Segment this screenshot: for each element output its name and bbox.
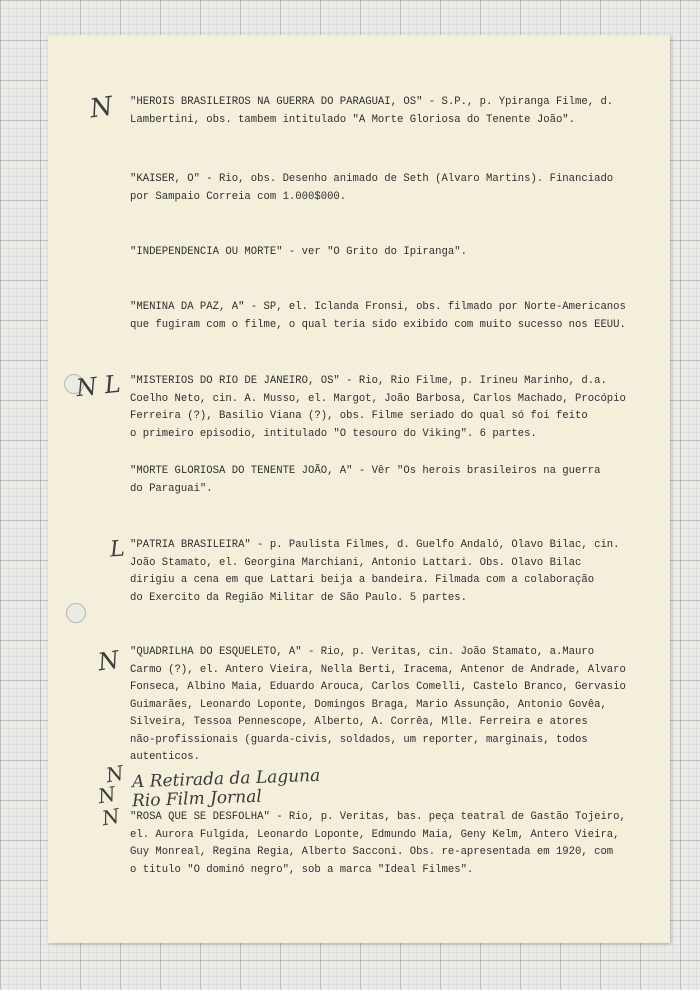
entry-line: el. Aurora Fulgida, Leonardo Loponte, Edmundo Maia, Geny Kelm, Antero Vieira, <box>130 828 620 841</box>
entry-line: do Paraguai". <box>130 482 213 495</box>
entry-line: "ROSA QUE SE DESFOLHA" - Rio, p. Veritas, bas. peça teatral de Gastão Tojeiro, <box>130 811 626 823</box>
entry-menina-da-paz <box>130 299 660 334</box>
entry-morte-gloriosa <box>130 463 660 498</box>
entry-line: Carmo (?), el. Antero Vieira, Nella Berti, Iracema, Antenor de Andrade, Alvaro <box>130 663 626 676</box>
entry-line: autenticos. <box>130 751 200 763</box>
margin-mark-n-stack-1: N <box>104 760 126 788</box>
entry-line: por Sampaio Correia com 1.000$000. <box>130 190 347 203</box>
document-page <box>48 35 670 943</box>
binder-hole-bottom <box>66 603 86 623</box>
margin-mark-n-stack-2: N <box>96 781 118 809</box>
margin-mark-l: L <box>109 536 126 563</box>
entry-rosa-que-se-desfolha <box>130 809 660 879</box>
entry-line: o titulo "O dominó negro", sob a marca "Ideal Filmes". <box>130 863 474 876</box>
entry-line: Coelho Neto, cin. A. Musso, el. Margot, João Barbosa, Carlos Machado, Procópio <box>130 392 626 405</box>
entry-quadrilha-do-esqueleto <box>130 644 660 767</box>
entry-line: "MENINA DA PAZ, A" - SP, el. Iclanda Fronsi, obs. filmado por Norte-Americanos <box>130 301 626 313</box>
entry-line: "MORTE GLORIOSA DO TENENTE JOÃO, A" - Vêr "Os herois brasileiros na guerra <box>130 465 601 477</box>
entry-line: "KAISER, O" - Rio, obs. Desenho animado de Seth (Alvaro Martins). Financiado <box>130 173 614 185</box>
entry-line: dirigiu a cena em que Lattari beija a bandeira. Filmada com a colaboração <box>130 574 595 586</box>
handwritten-note-retirada: A Retirada da Laguna <box>131 765 321 793</box>
entry-line: "HEROIS BRASILEIROS NA GUERRA DO PARAGUAI, OS" - S.P., p. Ypiranga Filme, d. <box>130 96 614 108</box>
entry-line: "QUADRILHA DO ESQUELETO, A" - Rio, p. Veritas, cin. João Stamato, a.Mauro <box>130 646 595 658</box>
handwritten-note-rio-film: Rio Film Jornal <box>131 786 263 812</box>
entry-line: Guy Monreal, Regina Regia, Alberto Sacconi. Obs. re-apresentada em 1920, com <box>130 846 614 858</box>
entry-line: do Exercito da Região Militar de São Paulo. 5 partes. <box>130 591 467 604</box>
margin-mark-n-quadrilha: N <box>96 645 121 677</box>
entry-line: João Stamato, el. Georgina Marchiani, Antonio Lattari. Obs. Olavo Bilac <box>130 556 582 569</box>
entry-line: "INDEPENDENCIA OU MORTE" - ver "O Grito do Ipiranga". <box>130 246 467 258</box>
margin-mark-nl: N L <box>74 369 122 403</box>
entry-misterios-do-rio <box>130 373 660 443</box>
entry-line: "PATRIA BRASILEIRA" - p. Paulista Filmes, d. Guelfo Andaló, Olavo Bilac, cin. <box>130 539 620 551</box>
entry-line: que fugiram com o filme, o qual teria sido exibido com muito sucesso nos EEUU. <box>130 318 626 331</box>
entry-line: "MISTERIOS DO RIO DE JANEIRO, OS" - Rio, Rio Filme, p. Irineu Marinho, d.a. <box>130 375 607 387</box>
entry-line: o primeiro episodio, intitulado "O tesouro do Viking". 6 partes. <box>130 427 537 440</box>
entry-line: Silveira, Tessoa Pennescope, Alberto, A. Corrêa, Mlle. Ferreira e atores <box>130 716 588 728</box>
entry-patria-brasileira <box>130 537 660 607</box>
margin-mark-n: N <box>88 91 115 125</box>
entry-line: Lambertini, obs. tambem intitulado "A Morte Gloriosa do Tenente João". <box>130 113 576 126</box>
entry-herois-brasileiros <box>130 94 660 129</box>
entry-kaiser <box>130 171 660 206</box>
entry-line: Ferreira (?), Basilio Viana (?), obs. Filme seriado do qual só foi feito <box>130 410 588 422</box>
entry-line: Fonseca, Albino Maia, Eduardo Arouca, Carlos Comelli, Castelo Branco, Gervasio <box>130 681 626 693</box>
entry-line: Guimarães, Leonardo Loponte, Domingos Braga, Mario Assunção, Antonio Govêa, <box>130 698 607 711</box>
margin-mark-n-stack-3: N <box>100 803 122 831</box>
entry-line: não-profissionais (guarda-civis, soldados, um reporter, marginais, todos <box>130 733 588 746</box>
entry-independencia <box>130 244 660 262</box>
